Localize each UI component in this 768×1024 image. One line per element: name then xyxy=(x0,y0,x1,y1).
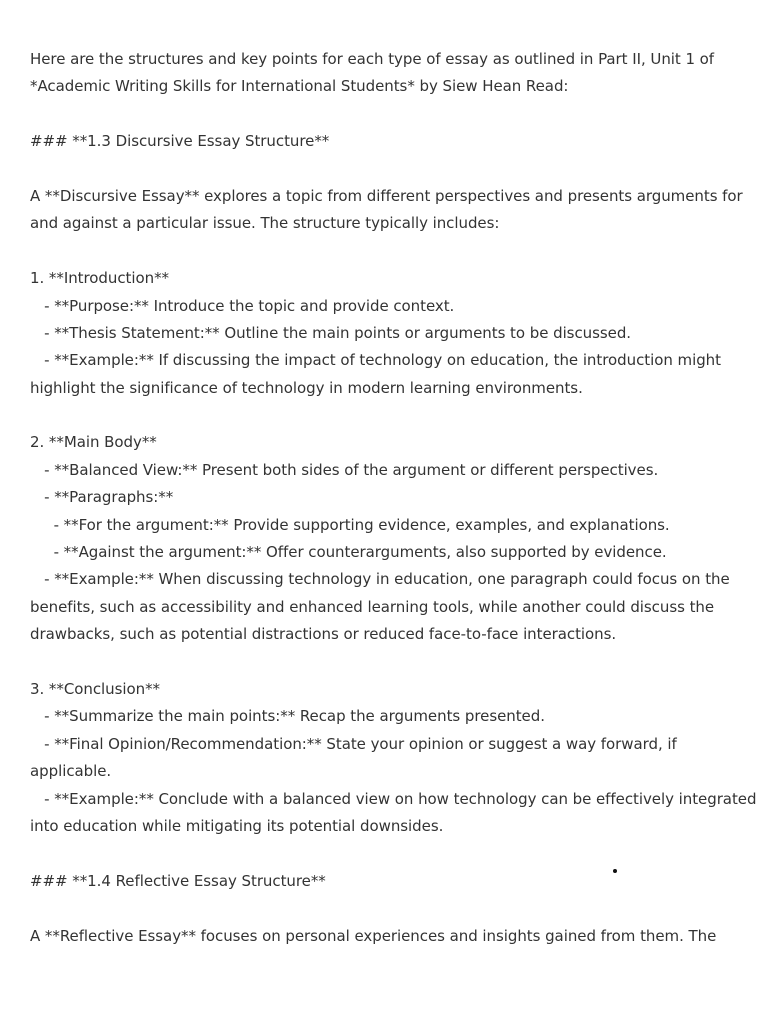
text-line: - **Example:** If discussing the impact of technology on education, the introduction might xyxy=(30,351,721,370)
text-line: - **Balanced View:** Present both sides of the argument or different perspectives. xyxy=(30,460,659,479)
text-line: A **Reflective Essay** focuses on personal experiences and insights gained from them. The xyxy=(30,926,717,945)
blank-line xyxy=(30,649,746,676)
text-line: - **Example:** Conclude with a balanced view on how technology can be effectively integrated xyxy=(30,789,757,808)
text-line: applicable. xyxy=(30,762,112,781)
blank-line xyxy=(30,101,746,128)
text-line: - **Summarize the main points:** Recap the arguments presented. xyxy=(30,707,545,726)
blank-line xyxy=(30,895,746,922)
text-line: - **Example:** When discussing technology in education, one paragraph could focus on the xyxy=(30,570,730,589)
text-line: - **Final Opinion/Recommendation:** State your opinion or suggest a way forward, if xyxy=(30,734,677,753)
text-line: - **Paragraphs:** xyxy=(30,488,174,507)
blank-line xyxy=(30,402,746,429)
text-line: A **Discursive Essay** explores a topic from different perspectives and presents arguments for xyxy=(30,186,743,205)
blank-line xyxy=(30,238,746,265)
text-line: drawbacks, such as potential distractions or reduced face-to-face interactions. xyxy=(30,625,617,644)
blank-line xyxy=(30,156,746,183)
text-line: - **Against the argument:** Offer counterarguments, also supported by evidence. xyxy=(30,543,667,562)
text-line: 2. **Main Body** xyxy=(30,433,157,452)
text-line: Here are the structures and key points for each type of essay as outlined in Part II, Unit 1 of xyxy=(30,50,715,68)
text-line: 1. **Introduction** xyxy=(30,269,169,288)
text-line: and against a particular issue. The structure typically includes: xyxy=(30,214,500,233)
blank-line xyxy=(30,840,746,867)
text-line: benefits, such as accessibility and enhanced learning tools, while another could discuss the xyxy=(30,597,715,616)
text-line: into education while mitigating its potential downsides. xyxy=(30,816,444,835)
text-line: ### **1.3 Discursive Essay Structure** xyxy=(30,132,330,151)
stray-dot xyxy=(613,869,617,873)
text-line: 3. **Conclusion** xyxy=(30,679,160,698)
text-line: - **Thesis Statement:** Outline the main points or arguments to be discussed. xyxy=(30,323,632,342)
text-line: - **For the argument:** Provide supporting evidence, examples, and explanations. xyxy=(30,515,670,534)
text-line: highlight the significance of technology in modern learning environments. xyxy=(30,378,583,397)
document-body xyxy=(30,46,757,950)
text-line: *Academic Writing Skills for International Students* by Siew Hean Read: xyxy=(30,77,569,96)
text-line: ### **1.4 Reflective Essay Structure** xyxy=(30,871,326,890)
text-line: - **Purpose:** Introduce the topic and provide context. xyxy=(30,296,455,315)
